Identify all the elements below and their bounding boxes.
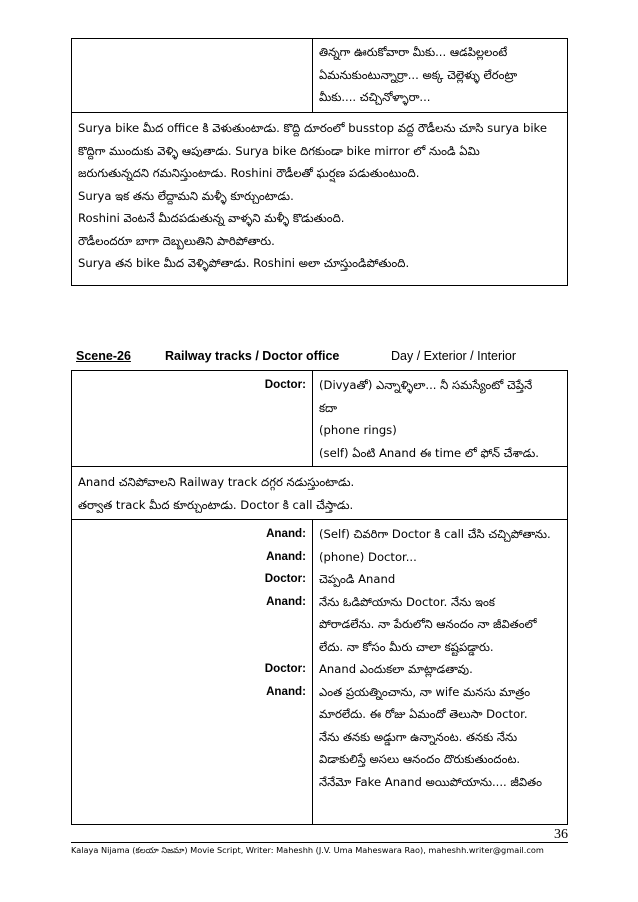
action-line: Surya ఇక తను లేద్దామని మళ్ళీ కూర్చుంటాడు. (78, 188, 294, 203)
dialogue-cell (313, 371, 567, 466)
scene-time: Day / Exterior / Interior (391, 349, 517, 363)
speaker-name: Anand: (266, 549, 306, 563)
speaker-name (72, 613, 312, 636)
speaker-name: Anand: (266, 594, 306, 608)
speaker-name: Doctor: (264, 572, 306, 585)
dialogue-line: విడాకులిస్తే అసలు ఆనందం దొరుకుతుందంట. (319, 752, 521, 766)
dialogue-line: నేనేమో Fake Anand అయిపోయాను.... జీవితం (319, 774, 543, 789)
dialogue-line: లేదు. నా కోసం మీరు చాలా కష్టపడ్డారు. (319, 639, 494, 654)
dialogue-line: నేను తనకు అడ్డుగా ఉన్నానంట. తనకు నేను (319, 729, 518, 744)
speaker-name (72, 636, 312, 659)
dialogue-line: నేను ఓడిపోయాను Doctor. నేను ఇంక (319, 594, 495, 609)
speaker-name: Doctor: (264, 378, 306, 391)
dialogue-line: చెప్పండి Anand (319, 572, 396, 586)
bottom-script-table (71, 370, 568, 825)
dialogue-line: (self) ఏంటి Anand ఈ time లో ఫోన్ చేశాడు. (319, 445, 539, 460)
speaker-cell (72, 39, 313, 112)
dialogue-line: ఏమనుకుంటున్నార్రా... అక్క చెల్లెళ్ళు లేరంట్రా (319, 67, 518, 82)
dialogue-line: ఎంత ప్రయత్నించాను, నా wife మనసు మాత్రం (319, 684, 531, 699)
dialogue-line: (phone) Doctor... (319, 549, 417, 564)
dialogue-line: (Divyaతో) ఎన్నాళ్ళిలా... నీ సమస్యేంటో చెప్తేనే (319, 378, 533, 392)
doctor-dialogue-row (72, 371, 567, 466)
dialogue-line: మారలేదు. ఈ రోజు ఏమందో తెలుసా Doctor. (319, 707, 528, 721)
dialogue-line: Anand ఎందుకలా మాట్లాడతావు. (319, 662, 473, 676)
dialogue-column (313, 520, 567, 824)
action-row (72, 466, 567, 519)
speaker-name: Doctor: (264, 662, 306, 675)
speaker-name: Anand: (266, 527, 306, 540)
dialogue-line: (phone rings) (319, 423, 397, 437)
phone-dialogue-row (72, 519, 567, 824)
action-row (72, 112, 567, 285)
action-line: Roshini వెంటనే మీదపడుతున్న వాళ్ళని మళ్ళీ కొడుతుంది. (78, 211, 345, 225)
action-line: Surya bike మీద office కి వెళుతుంటాడు. కొద్ది దూరంలో busstop వద్ద రౌడీలను చూసి surya bike (78, 121, 547, 135)
dialogue-line: కదా (319, 400, 338, 415)
action-line: Surya తన bike మీద వెళ్ళిపోతాడు. Roshini అలా చూస్తుండిపోతుంది. (78, 256, 410, 270)
dialogue-line: తిన్నగా ఊరుకోవారా మీకు... ఆడపిల్లలంటే (319, 45, 508, 59)
scene-location: Railway tracks / Doctor office (165, 349, 340, 363)
action-line: జరుగుతున్నదని గమనిస్తుంటాడు. Roshini రౌడీలతో ఘర్షణ పడుతుంటుంది. (78, 166, 420, 180)
action-line: రౌడీలందరూ బాగా దెబ్బలుతిని పారిపోతారు. (78, 233, 275, 248)
dialogue-cell (313, 39, 567, 112)
speaker-name: Anand: (266, 684, 306, 698)
page-footer: Kalaya Nijama (కలయా నిజమా) Movie Script, Writer: Maheshh (J.V. Uma Maheswara Rao), maheshh.writer@gmail.com (71, 845, 544, 855)
dialogue-line: మీకు.... చచ్చినోళ్ళారా... (319, 90, 431, 104)
top-script-table (71, 38, 568, 286)
dialogue-line: పోరాడలేను. నా పేరులోని ఆనందం నా జీవితంలో (319, 617, 537, 631)
dialogue-row (72, 39, 567, 112)
page-number: 36 (554, 827, 568, 842)
scene-number: Scene-26 (76, 349, 131, 363)
dialogue-line: (Self) చివరిగా Doctor కి call చేసి చచ్చిపోతాను. (319, 527, 551, 541)
action-line: తర్వాత track మీద కూర్చుంటాడు. Doctor కి call చేస్తాడు. (78, 497, 354, 512)
footer-divider (71, 842, 568, 843)
action-line: కొద్దిగా ముందుకు వెళ్ళి ఆపుతాడు. Surya bike దిగకుండా bike mirror లో నుండి ఏమి (78, 143, 480, 158)
speaker-cell (72, 371, 313, 466)
scene-heading (76, 349, 566, 367)
action-line: Anand చనిపోవాలని Railway track దగ్గర నడుస్తుంటాడు. (78, 475, 355, 489)
speaker-column (72, 520, 313, 824)
